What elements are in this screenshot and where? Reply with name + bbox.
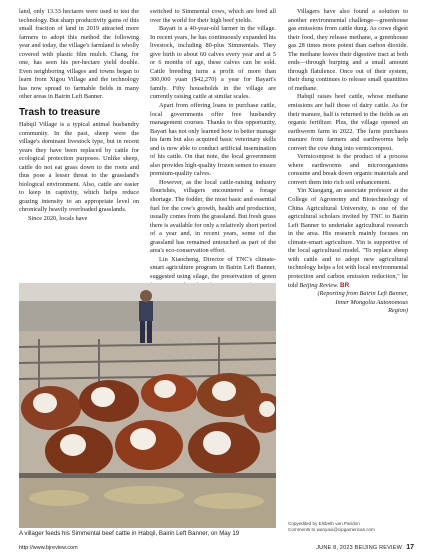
photo-illustration [19,283,276,528]
paragraph: land, only 13.33 hectares were used to test the technology. But sharp productivity gains of this small fraction of land in 2019 attracted more farmers to adopt this method the following year and today, the village's farmland is wholly covered with plastic film mulch. Chang, for one, has seen his per-hectare yield double. Even neighboring villages and towns began to learn from Xigou Village and the technology has now spread to farmable fields in many other areas in Bairin Left Banner. [19,8,139,101]
footer-url: http://www.bjreview.com [19,545,78,551]
paragraph: Bayart is a 40-year-old farmer in the village. In recent years, he has continuously expanded his livestock, including 80-plus Simmentals. They give birth to about 60 calves every year and at 5 or 6 months of age, these calves can be sold. Cattle breeding turns a profit of more than 300,000 yuan ($42,270) a year for Bayart's family. Fifty households in the village are currently raising cattle at similar scales. [150,25,276,101]
footer-issue-date: JUNE 8, 2023 BEIJING REVIEW [316,545,402,551]
paragraph-text: Yin Xiaogang, an associate professor at the College of Agronomy and Biotechnology of China Agricultural University, is one of the agricultural scholars invited by TNC to Bairin Left Banner to undertake agricultural research in the area. His research mainly focuses on climate-smart agriculture. Yin is supportive of the local agricultural model. "To replace sheep with cattle and to adopt new agricultural technology helps a lot with local environmental protection and carbon emission reduction," he told [288,187,408,289]
publication-name: Beijing Review. [299,281,339,289]
photo-caption: A villager feeds his Simmental beef cattle in Habqil, Bairin Left Banner, on May 19 [19,530,240,537]
copyedit-line: Comments to wanyaxi@cipgamericas.com [288,526,375,532]
credit-line: Region) [388,307,408,315]
column-right [288,8,408,316]
section-heading: Trash to treasure [19,107,101,119]
paragraph: Habqil raises beef cattle, whose methane emissions are half those of dairy cattle. As for their manure, half is returned to the fields as an organic fertilizer. Plus, the village opened an earthworm farm in 2022. The farm purchases manure from farmers and earthworms help convert the cow dung into vermicompost. [288,93,408,152]
paragraph: Villagers have also found a solution to another environmental challenge—greenhouse gas emissions from cattle dung. As cows digest their food, they release methane, a greenhouse gas 28 times more potent than carbon dioxide. The methane leaves their digestive tract at both ends—through burping and a small amount through flatulence. Once out of their system, their dung continues to release small quantities of methane. [288,8,408,92]
copyedit-note [288,521,418,533]
paragraph: Apart from offering loans to purchase cattle, local governments offer free husbandry management courses. Thanks to this opportunity, Bayart has not only learned how to better manage his farm but also acquired basic veterinary skills and is now able to conduct artificial insemination of his cattle. On that note, the local government also provides high-quality frozen semen to ensure premium-quality calves. [150,102,276,178]
credit-line: Inner Mongolia Autonomous [335,298,408,306]
column-left [19,8,139,224]
paragraph [288,187,408,290]
paragraph: Habqil Village is a typical animal husbandry community. In the past, sheep were the village's dominant livestock type, but in recent years they have been replaced by cattle for ecological protection purposes. Unlike sheep, cattle do not eat grass down to the roots and thus pose a lesser threat to the grassland's biological environment. Also, cattle are easier to keep in captivity, which helps reduce grazing intensity to an appropriate level on chronically heavily overloaded grasslands. [19,121,139,214]
paragraph: Since 2020, locals have [28,215,88,223]
credit-line: (Reporting from Bairin Left Banner, [317,290,408,298]
page-footer [19,542,414,554]
page-number: 17 [406,544,414,551]
paragraph: switched to Simmental cows, which are bred all over the world for their high beef yields. [150,8,276,24]
paragraph: Lin Xiaocheng, Director of TNC's climate-smart agriculture program in Bairin Left Banner, suggested using silage, the preservation of green [150,255,276,280]
paragraph: Vermicompost is the product of a process where earthworms and microorganisms consume and break down organic materials and convert them into rich soil enhancement. [288,153,408,186]
copyedit-line: Copyedited by Elsbeth van Paridon [288,521,360,526]
column-middle [150,8,276,299]
paragraph: However, as the local cattle-raising industry flourishes, villagers encountered a forage shortage. The fodder, the most basic and essential fuel for the cow's growth, health and production, usually comes from the grassland. But fresh grass there is available for only a relatively short period of a year and, in recent years, some of the grassland has remained untouched as part of the area's eco-conservation effort. [150,178,276,255]
reporting-credit [288,290,408,316]
cattle-feeding-photo [19,283,276,528]
br-end-mark: BR [340,281,350,289]
cattle-herd [21,373,276,476]
